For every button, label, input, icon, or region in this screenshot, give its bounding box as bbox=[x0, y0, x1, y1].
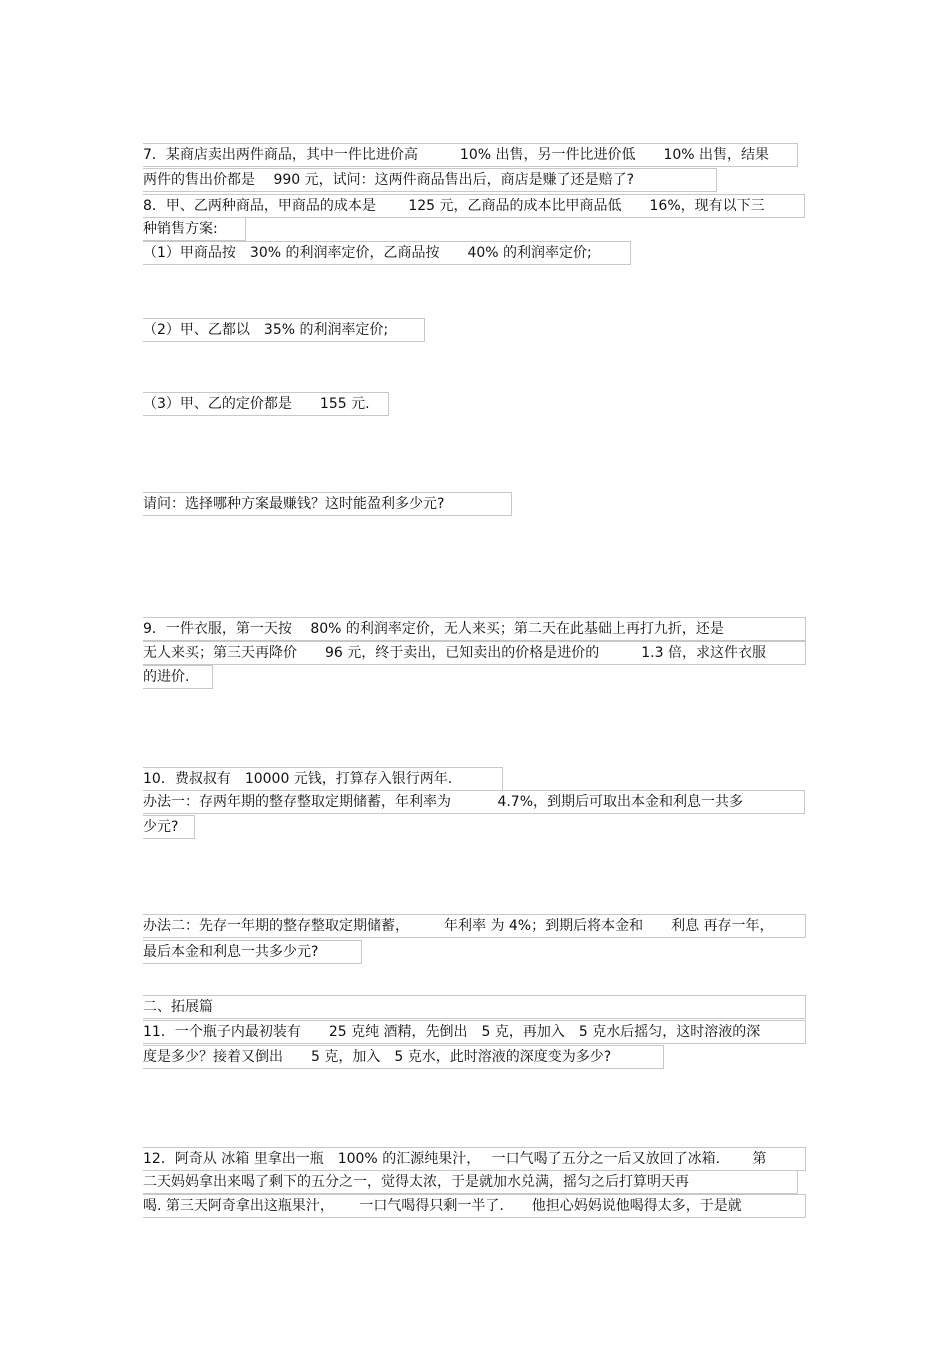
question-9-line-1: 9．一件衣服，第一天按 80% 的利润率定价，无人来买；第二天在此基础上再打九折，还是 bbox=[143, 617, 806, 641]
question-8-ask: 请问：选择哪种方案最赚钱？这时能盈利多少元? bbox=[143, 492, 512, 516]
question-10-method-2-line-1: 办法二：先存一年期的整存整取定期储蓄， 年利率 为 4%；到期后将本金和 利息 再存一年， bbox=[143, 914, 806, 938]
question-12-line-2: 二天妈妈拿出来喝了剩下的五分之一，觉得太浓，于是就加水兑满，摇匀之后打算明天再 bbox=[143, 1170, 798, 1194]
question-8-option-1: （1）甲商品按 30% 的利润率定价，乙商品按 40% 的利润率定价; bbox=[143, 241, 631, 265]
question-10-method-1-line-1: 办法一：存两年期的整存整取定期储蓄，年利率为 4.7%，到期后可取出本金和利息一共多 bbox=[143, 790, 805, 814]
question-12-line-3: 喝. 第三天阿奇拿出这瓶果汁， 一口气喝得只剩一半了. 他担心妈妈说他喝得太多，于是就 bbox=[143, 1194, 806, 1218]
question-12-line-1: 12．阿奇从 冰箱 里拿出一瓶 100% 的汇源纯果汁， 一口气喝了五分之一后又放回了冰箱. 第 bbox=[143, 1147, 806, 1171]
question-8-line-2: 种销售方案: bbox=[143, 217, 246, 241]
question-10-line-1: 10．费叔叔有 10000 元钱，打算存入银行两年. bbox=[143, 767, 503, 791]
question-8-option-2: （2）甲、乙都以 35% 的利润率定价; bbox=[143, 318, 425, 342]
question-7-line-1: 7．某商店卖出两件商品，其中一件比进价高 10% 出售，另一件比进价低 10% 出售，结果 bbox=[143, 143, 798, 167]
question-7-line-2: 两件的售出价都是 990 元，试问：这两件商品售出后，商店是赚了还是赔了? bbox=[143, 168, 717, 192]
question-11-line-2: 度是多少？接着又倒出 5 克，加入 5 克水，此时溶液的深度变为多少? bbox=[143, 1045, 664, 1069]
question-9-line-3: 的进价. bbox=[143, 665, 213, 689]
question-11-line-1: 11．一个瓶子内最初装有 25 克纯 酒精，先倒出 5 克，再加入 5 克水后摇匀，这时溶液的深 bbox=[143, 1020, 806, 1044]
question-10-method-1-line-2: 少元? bbox=[143, 815, 195, 839]
question-9-line-2: 无人来买；第三天再降价 96 元，终于卖出，已知卖出的价格是进价的 1.3 倍，求这件衣服 bbox=[143, 641, 806, 665]
question-8-line-1: 8．甲、乙两种商品，甲商品的成本是 125 元，乙商品的成本比甲商品低 16%，现有以下三 bbox=[143, 194, 805, 218]
question-10-method-2-line-2: 最后本金和利息一共多少元? bbox=[143, 940, 362, 964]
question-8-option-3: （3）甲、乙的定价都是 155 元. bbox=[143, 392, 389, 416]
section-heading-extension: 二、拓展篇 bbox=[143, 995, 806, 1019]
